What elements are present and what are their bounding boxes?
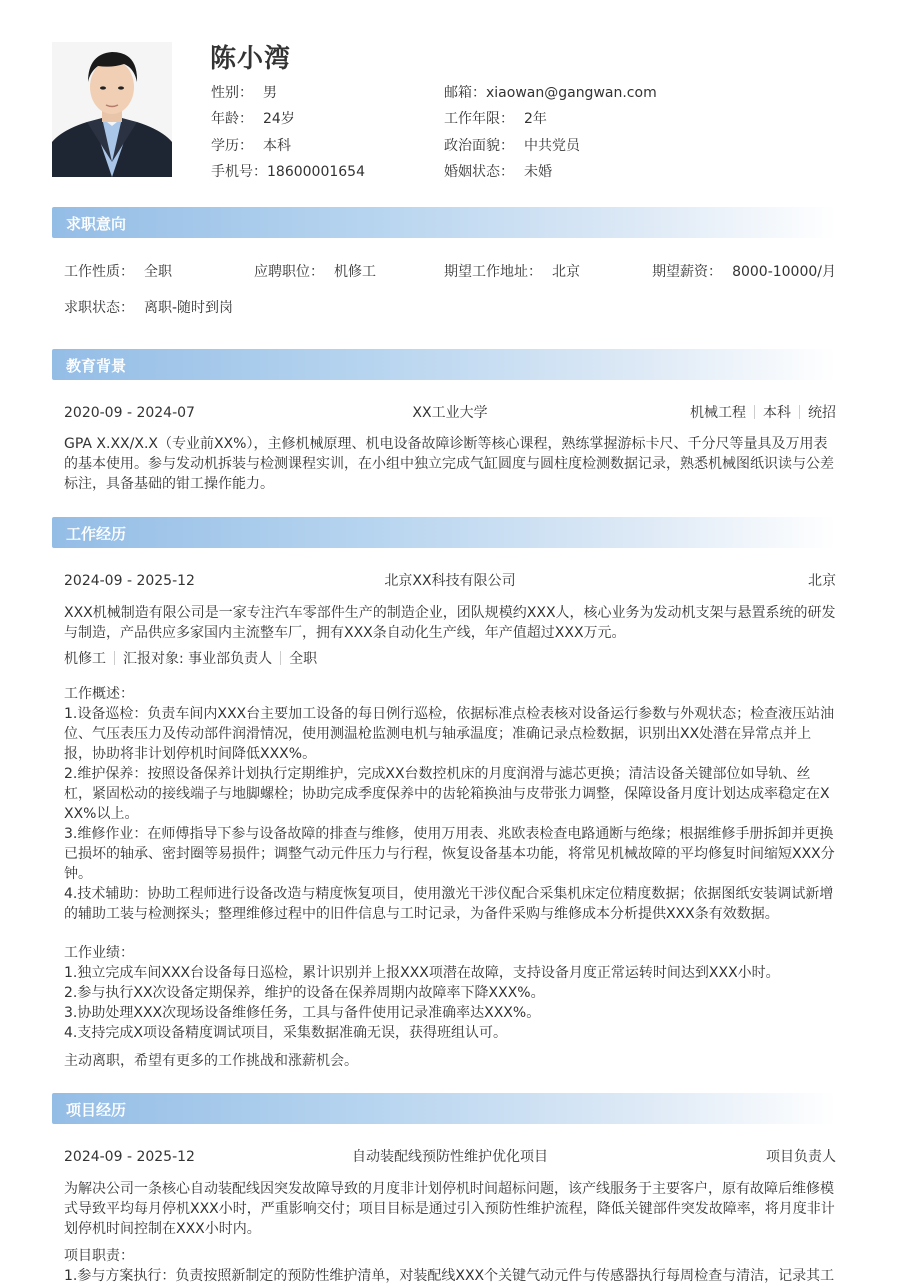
info-label: 邮箱： xyxy=(444,85,486,101)
intent-job-type xyxy=(64,262,172,282)
info-work-years xyxy=(444,108,657,134)
intent-salary xyxy=(652,262,836,282)
achievement-item: 4.支持完成X项设备精度调试项目，采集数据准确无误，获得班组认可。 xyxy=(64,1025,507,1041)
info-value: 男 xyxy=(263,85,277,101)
info-label: 性别： xyxy=(211,85,253,101)
section-header-education xyxy=(52,349,836,380)
achievement-item: 2.参与执行XX次设备定期保养，维护的设备在保养周期内故障率下降XXX%。 xyxy=(64,985,545,1001)
info-value: xiaowan@gangwan.com xyxy=(486,85,657,101)
leave-reason: 主动离职，希望有更多的工作挑战和涨薪机会。 xyxy=(64,1053,358,1069)
work-company: 北京XX科技有限公司 xyxy=(384,573,516,589)
intent-value: 离职-随时到岗 xyxy=(144,300,234,316)
info-age xyxy=(211,108,365,134)
divider xyxy=(280,651,281,665)
education-description: GPA X.XX/X.X（专业前XX%），主修机械原理、机电设备故障诊断等核心课程，熟练掌握游标卡尺、千分尺等量具及万用表的基本使用。参与发动机拆装与检测课程实训，在小组中独立完成气缸圆度与圆柱度检测数据记录，熟悉机械图纸识读与公差标注，具备基础的钳工操作能力。 xyxy=(64,436,834,492)
intent-value: 8000-10000/月 xyxy=(732,264,836,280)
intent-label: 期望薪资： xyxy=(652,264,723,280)
education-period: 2020-09 - 2024-07 xyxy=(64,405,195,421)
info-gender xyxy=(211,82,365,108)
profile-photo xyxy=(52,42,172,177)
info-value: 中共党员 xyxy=(524,137,580,154)
info-phone xyxy=(211,161,365,187)
intent-label: 期望工作地址： xyxy=(444,264,542,280)
info-value: 未婚 xyxy=(524,163,552,180)
work-achievements-title: 工作业绩： xyxy=(64,945,134,961)
basic-info-right xyxy=(444,82,657,187)
divider xyxy=(754,405,755,419)
achievement-item: 1.独立完成车间XXX台设备每日巡检，累计识别并上报XXX项潜在故障，支持设备月度正常运转时间达到XXX小时。 xyxy=(64,965,780,981)
divider xyxy=(114,651,115,665)
education-entry-header xyxy=(64,403,836,423)
section-title: 项目经历 xyxy=(66,1101,127,1119)
project-period: 2024-09 - 2025-12 xyxy=(64,1149,195,1165)
intent-value: 北京 xyxy=(552,264,580,280)
project-duties-title: 项目职责： xyxy=(64,1248,134,1264)
work-meta xyxy=(64,649,836,669)
work-role: 机修工 xyxy=(64,651,106,667)
work-entry-header xyxy=(64,571,836,591)
work-period: 2024-09 - 2025-12 xyxy=(64,573,195,589)
person-photo-icon xyxy=(52,42,172,177)
divider xyxy=(799,405,800,419)
section-title: 教育背景 xyxy=(66,357,127,375)
work-job-type: 全职 xyxy=(289,651,318,667)
education-major: 机械工程 xyxy=(690,405,746,421)
info-label: 工作年限： xyxy=(444,111,514,128)
section-header-job-intent xyxy=(52,207,836,238)
info-label: 政治面貌： xyxy=(444,137,514,154)
info-marital-status xyxy=(444,161,657,187)
education-degree: 本科 xyxy=(763,405,791,421)
section-title: 求职意向 xyxy=(66,215,127,233)
overview-item: 4.技术辅助：协助工程师进行设备改造与精度恢复项目，使用激光干涉仪配合采集机床定位精度数据；依据图纸安装调试新增的辅助工装与检测探头；整理维修过程中的旧件信息与工时记录，为备件采购与维修成本分析提供XXX条有效数据。 xyxy=(64,886,834,922)
education-school: XX工业大学 xyxy=(412,405,488,421)
info-label: 学历： xyxy=(211,137,253,154)
section-header-project xyxy=(52,1093,836,1124)
work-report-to: 汇报对象: 事业部负责人 xyxy=(123,651,273,667)
section-header-work xyxy=(52,517,836,548)
work-overview-title: 工作概述： xyxy=(64,686,134,702)
intent-position xyxy=(254,262,376,282)
education-meta xyxy=(690,403,836,423)
company-intro: XXX机械制造有限公司是一家专注汽车零部件生产的制造企业，团队规模约XXX人，核心业务为发动机支架与悬置系统的研发与制造，产品供应多家国内主流整车厂，拥有XXX条自动化生产线，年产值超过XXX万元。 xyxy=(64,605,836,641)
work-achievements xyxy=(64,943,836,1043)
achievement-item: 3.协助处理XXX次现场设备维修任务，工具与备件使用记录准确率达XXX%。 xyxy=(64,1005,541,1021)
project-entry-header xyxy=(64,1147,836,1167)
overview-item: 2.维护保养：按照设备保养计划执行定期维护，完成XX台数控机床的月度润滑与滤芯更换；清洁设备关键部位如导轨、丝杠，紧固松动的接线端子与地脚螺栓；协助完成季度保养中的齿轮箱换油与皮带张力调整，保障设备月度计划达成率稳定在XXX%以上。 xyxy=(64,766,830,822)
intent-value: 全职 xyxy=(144,264,172,280)
info-value: 2年 xyxy=(524,111,547,128)
basic-info-left xyxy=(211,82,365,187)
info-value: 18600001654 xyxy=(267,163,365,180)
info-political-status xyxy=(444,135,657,161)
intent-label: 工作性质： xyxy=(64,264,134,280)
overview-item: 3.维修作业：在师傅指导下参与设备故障的排查与维修，使用万用表、兆欧表检查电路通断与绝缘；根据维修手册拆卸并更换已损坏的轴承、密封圈等易损件；调整气动元件压力与行程，恢复设备基本功能，将常见机械故障的平均修复时间缩短XXX分钟。 xyxy=(64,826,835,882)
intent-status xyxy=(64,298,233,318)
overview-item: 1.设备巡检：负责车间内XXX台主要加工设备的每日例行巡检，依据标准点检表核对设备运行参数与外观状态；检查液压站油位、气压表压力及传动部件润滑情况，使用测温枪监测电机与轴承温度；准确记录点检数据，识别出XX处潜在异常点并上报，协助将非计划停机时间降低XXX%。 xyxy=(64,706,835,762)
info-label: 年龄： xyxy=(211,111,253,128)
section-title: 工作经历 xyxy=(66,525,127,543)
project-description: 为解决公司一条核心自动装配线因突发故障导致的月度非计划停机时间超标问题，该产线服务于主要客户，原有故障后维修模式导致平均每月停机XXX小时，严重影响交付；项目目标是通过引入预防性维护流程，降低关键部件突发故障率，将月度非计划停机时间控制在XXX小时内。 xyxy=(64,1181,835,1237)
work-overview xyxy=(64,684,836,924)
info-value: 本科 xyxy=(263,137,291,154)
info-label: 手机号： xyxy=(211,163,267,180)
info-value: 24岁 xyxy=(263,111,295,128)
info-label: 婚姻状态： xyxy=(444,163,514,180)
info-email xyxy=(444,82,657,108)
project-name: 自动装配线预防性维护优化项目 xyxy=(352,1149,548,1165)
intent-location xyxy=(444,262,580,282)
intent-label: 应聘职位： xyxy=(254,264,324,280)
education-type: 统招 xyxy=(808,405,836,421)
project-role: 项目负责人 xyxy=(766,1149,836,1165)
info-education xyxy=(211,135,365,161)
candidate-name: 陈小湾 xyxy=(210,44,292,74)
work-city: 北京 xyxy=(808,573,836,589)
duty-item: 1.参与方案执行：负责按照新制定的预防性维护清单，对装配线XXX个关键气动元件与传感器执行每周检查与清洁，记录其工 xyxy=(64,1268,835,1284)
intent-value: 机修工 xyxy=(334,264,376,280)
project-duties xyxy=(64,1246,836,1286)
intent-label: 求职状态： xyxy=(64,300,134,316)
